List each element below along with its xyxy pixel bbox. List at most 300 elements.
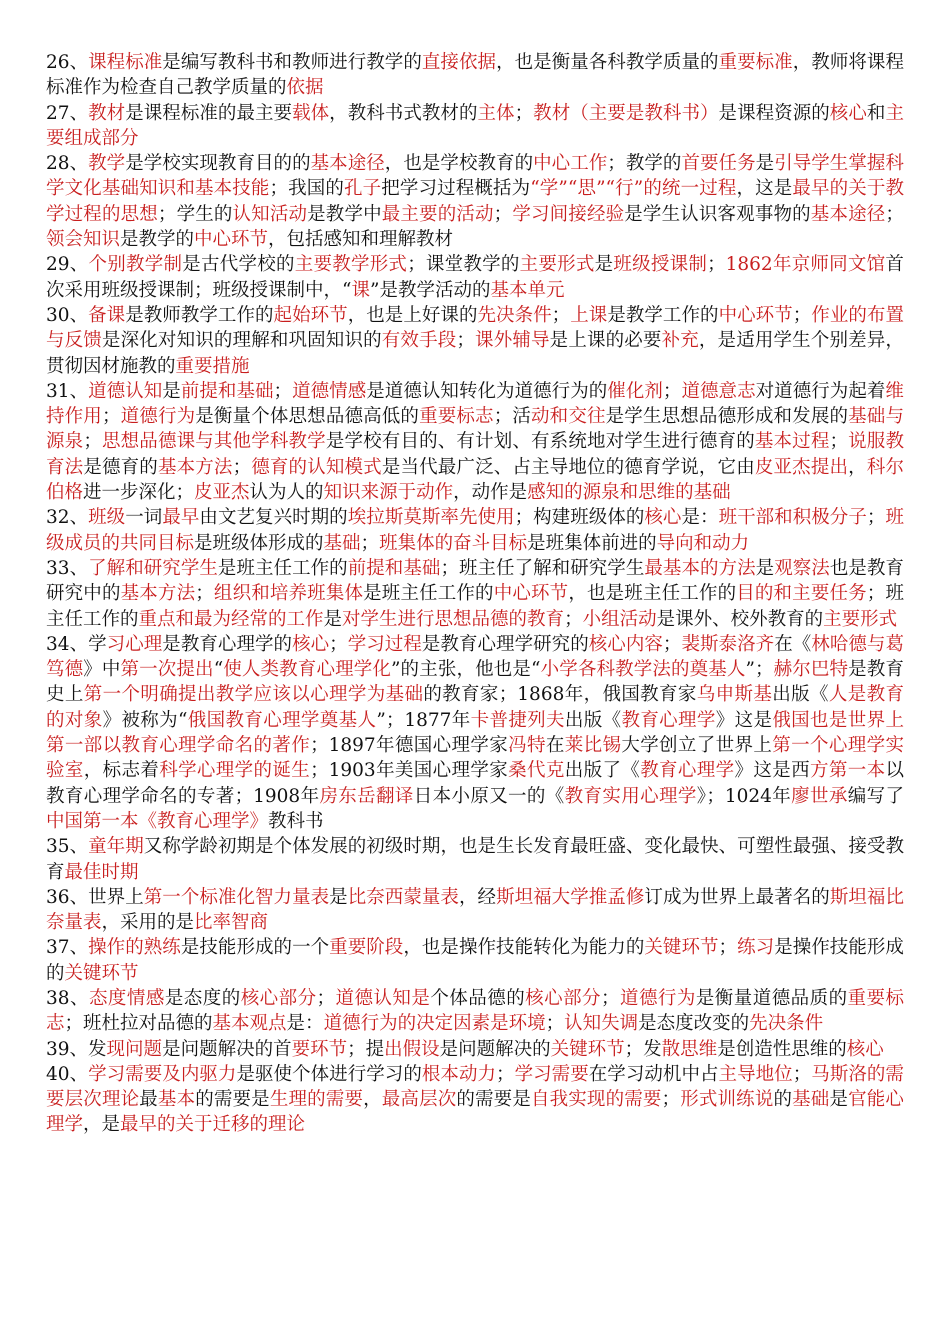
- highlight-text: 态度情感: [88, 987, 165, 1009]
- highlight-text: 中心环节: [194, 229, 269, 251]
- highlight-text: 思想品德课与其他学科教学: [101, 431, 326, 453]
- body-text: 26、: [46, 52, 89, 73]
- body-text: ；: [514, 102, 534, 124]
- highlight-text: 莱比锡: [564, 735, 622, 757]
- highlight-text: 自我实现的需要: [530, 1089, 662, 1111]
- body-text: 是: [594, 254, 614, 276]
- highlight-text: 官能心理学: [46, 1089, 904, 1136]
- highlight-text: 对学生进行思想品德的教育: [342, 608, 565, 630]
- highlight-text: 道德行为的决定因素是环境: [323, 1013, 546, 1035]
- highlight-text: 使人类教育心理学化: [223, 659, 391, 681]
- highlight-text: 班级: [88, 507, 126, 529]
- body-text: 进一步深化；: [83, 482, 195, 504]
- highlight-text: 孔子: [343, 178, 382, 200]
- body-text: ；: [601, 987, 620, 1009]
- body-text: 是教育史上: [46, 659, 904, 706]
- body-text: 把学习过程概括为: [381, 178, 531, 200]
- body-text: ；班主任工作的: [46, 583, 904, 630]
- highlight-text: 组织和培养班集体: [213, 583, 364, 605]
- highlight-text: 人是教育的对象: [46, 684, 904, 731]
- highlight-text: 道德认知: [88, 380, 163, 402]
- body-text: 36、世界上: [46, 886, 144, 908]
- body-text: 》这是西: [734, 760, 810, 782]
- highlight-text: 基本途径: [310, 153, 385, 175]
- highlight-text: 补充: [661, 330, 699, 352]
- highlight-text: 练习: [737, 937, 775, 959]
- body-text: 出版《: [772, 684, 829, 706]
- highlight-text: 根本动力: [421, 1063, 497, 1085]
- highlight-text: 道德行为: [619, 987, 696, 1009]
- highlight-text: 教育心理学: [621, 709, 716, 731]
- highlight-text: 学习需要及内驱力: [88, 1063, 237, 1085]
- body-text: ；构建班级体的: [514, 507, 645, 529]
- item-38: [46, 986, 904, 1037]
- highlight-text: 现问题: [106, 1038, 163, 1060]
- body-text: 一词: [125, 507, 163, 529]
- body-text: 33、: [46, 557, 89, 579]
- body-text: 是教学的: [120, 229, 195, 251]
- body-text: 是教学中: [307, 203, 382, 225]
- item-30: [46, 303, 904, 379]
- body-text: ；: [195, 583, 214, 605]
- body-text: ，采用的是: [101, 912, 195, 934]
- highlight-text: 领会知识: [46, 229, 121, 251]
- highlight-text: 1862年京师同文馆: [725, 254, 886, 276]
- body-text: 》；1024年: [696, 785, 792, 807]
- body-text: 38、: [46, 987, 89, 1009]
- highlight-text: 前提和基础: [180, 380, 274, 402]
- body-text: 是: [755, 557, 775, 579]
- body-text: 是: [829, 1089, 849, 1111]
- body-text: ；: [885, 203, 904, 225]
- highlight-text: 主体: [477, 102, 515, 124]
- body-text: ；: [545, 1013, 565, 1035]
- highlight-text: 关键环节: [64, 962, 139, 984]
- body-text: 是：: [681, 507, 719, 529]
- body-text: 是班级体形成的: [194, 532, 324, 554]
- highlight-text: 科尔伯格: [46, 456, 904, 504]
- body-text: 是班集体前进的: [527, 532, 657, 554]
- body-text: ，标志着: [83, 760, 160, 782]
- item-27: [46, 101, 904, 152]
- body-text: 》中: [83, 659, 121, 681]
- body-text: ；班杜拉对品德的: [64, 1013, 213, 1035]
- body-text: 是操作技能形成的: [46, 937, 904, 984]
- body-text: 学: [88, 633, 107, 655]
- highlight-text: 基本过程: [754, 431, 830, 453]
- body-text: ；: [564, 608, 583, 630]
- highlight-text: 第一个标准化智力量表: [143, 886, 330, 908]
- highlight-text: 最高层次: [381, 1089, 457, 1111]
- item-34: [46, 632, 904, 834]
- body-text: 由文艺复兴时期的: [199, 507, 348, 529]
- body-text: ，动作是: [453, 482, 528, 504]
- body-text: 以教育心理学命名的专著；1908年: [46, 760, 904, 807]
- highlight-text: 小组活动: [582, 608, 657, 630]
- item-26: [46, 50, 904, 101]
- highlight-text: 最基本的方法: [644, 557, 756, 579]
- body-text: 是课程资源的: [718, 102, 830, 124]
- body-text: 是: [755, 153, 775, 175]
- highlight-text: 核心: [846, 1038, 884, 1060]
- body-text: ”是教学活动的: [369, 279, 491, 301]
- highlight-text: 斯坦福大学推孟修: [496, 886, 645, 908]
- highlight-text: 目的和主要任务: [736, 583, 867, 605]
- highlight-text: 课外辅导: [474, 330, 550, 352]
- highlight-text: 直接依据: [421, 52, 497, 73]
- highlight-text: 备课: [88, 304, 126, 326]
- highlight-text: 主导地位: [718, 1063, 793, 1085]
- highlight-text: 观察法: [774, 557, 830, 579]
- highlight-text: 中国第一本《教育心理学》: [46, 810, 269, 832]
- highlight-text: 林哈德与葛笃德: [46, 633, 904, 681]
- highlight-text: 科学心理学的诞生: [159, 760, 311, 782]
- highlight-text: 教学: [88, 153, 126, 175]
- body-text: ，教科书式教材的: [329, 102, 478, 124]
- highlight-text: 课: [351, 279, 370, 301]
- body-text: 29、: [46, 254, 89, 276]
- highlight-text: 重要标志: [419, 406, 494, 428]
- highlight-text: 第一个明确提出教学应该以心理学为基础: [83, 684, 424, 706]
- body-text: ”；1877年: [376, 709, 471, 731]
- highlight-text: 载体: [292, 102, 330, 124]
- body-text: 是当代最广泛、占主导地位的德育学说，它由: [381, 456, 755, 478]
- body-text: 是态度的: [164, 987, 241, 1009]
- highlight-text: 裴斯泰洛齐: [681, 633, 775, 655]
- body-text: ，是适用学生个别差异，贯彻因材施教的: [46, 330, 904, 377]
- body-text: 是教育心理学研究的: [421, 633, 589, 655]
- body-text: 39、发: [46, 1038, 107, 1060]
- body-text: 在: [545, 735, 565, 757]
- body-text: ；: [829, 431, 848, 453]
- body-text: ；: [456, 330, 475, 352]
- body-text: 在学习动机中占: [588, 1063, 719, 1085]
- body-text: 是德育的: [83, 456, 158, 478]
- body-text: 是学生思想品德形成和发展的: [605, 406, 849, 428]
- item-28: [46, 151, 904, 252]
- highlight-text: 乌申斯基: [696, 684, 773, 706]
- body-text: 35、: [46, 836, 89, 858]
- highlight-text: 个别教学制: [88, 254, 183, 276]
- highlight-text: 冯特: [508, 735, 546, 757]
- body-text: ，也是衡量各科教学质量的: [496, 52, 719, 73]
- body-text: ，也是学校教育的: [384, 153, 534, 175]
- body-text: ；: [866, 507, 886, 529]
- body-text: ；1897年德国心理学家: [310, 735, 509, 757]
- body-text: ；: [360, 532, 380, 554]
- body-text: 教科书: [268, 810, 324, 832]
- highlight-text: 班级授课制: [613, 254, 708, 276]
- highlight-text: 学习过程: [347, 633, 422, 655]
- body-text: ；: [551, 304, 571, 326]
- body-text: 是学校有目的、有计划、有系统地对学生进行德育的: [325, 431, 755, 453]
- body-text: 的需要是: [195, 1089, 270, 1111]
- highlight-text: 有效手段: [381, 330, 457, 352]
- highlight-text: 比奈西蒙量表: [347, 886, 459, 908]
- body-text: “: [213, 659, 224, 681]
- highlight-text: 房东岳翻译: [319, 785, 414, 807]
- body-text: 也是教育研究中的: [46, 557, 904, 605]
- highlight-text: 第一次提出: [120, 659, 214, 681]
- body-text: ，也是上好课的: [347, 304, 478, 326]
- highlight-text: 基础与源泉: [46, 406, 904, 453]
- highlight-text: 最早的关于教学过程的思想: [46, 178, 904, 225]
- highlight-text: 重点和最为经常的工作: [138, 608, 324, 630]
- highlight-text: 学习间接经验: [512, 203, 625, 225]
- body-text: 是衡量道德品质的: [695, 987, 848, 1009]
- highlight-text: 皮亚杰: [194, 482, 250, 504]
- highlight-text: 主要形式: [823, 608, 898, 630]
- highlight-text: 感知的源泉和思维的基础: [527, 482, 731, 504]
- body-text: 是创造性思维的: [717, 1038, 847, 1060]
- body-text: 编写了: [847, 785, 904, 807]
- body-text: 是班主任工作的: [363, 583, 494, 605]
- body-text: 是问题解决的首: [162, 1038, 292, 1060]
- highlight-text: 关键环节: [550, 1038, 625, 1060]
- highlight-text: 廖世承: [791, 785, 848, 807]
- highlight-text: 重要标志: [46, 987, 904, 1035]
- highlight-text: 基本单元: [490, 279, 565, 301]
- item-40: [46, 1062, 904, 1138]
- body-text: ；: [232, 456, 252, 478]
- highlight-text: 散思维: [661, 1038, 718, 1060]
- body-text: ；班主任了解和研究学生: [440, 557, 645, 579]
- highlight-text: 俄国也是世界上第一部以教育心理学命名的著作: [46, 709, 904, 757]
- body-text: 是教学工作的: [607, 304, 719, 326]
- body-text: 对道德行为起着: [755, 380, 886, 402]
- body-text: ；: [329, 633, 348, 655]
- body-text: ；我国的: [269, 178, 344, 200]
- body-text: 日本小原又一的《: [413, 785, 565, 807]
- item-39: [46, 1037, 904, 1062]
- highlight-text: 中心环节: [718, 304, 793, 326]
- item-35: [46, 834, 904, 885]
- body-text: ；: [101, 406, 121, 428]
- highlight-text: 生理的需要: [269, 1089, 364, 1111]
- body-text: 是课程标准的最主要: [125, 102, 293, 124]
- body-text: 是态度改变的: [638, 1013, 750, 1035]
- highlight-text: 道德行为: [120, 406, 196, 428]
- body-text: 32、: [46, 507, 89, 529]
- body-text: ；提: [347, 1038, 385, 1060]
- highlight-text: 比率智商: [194, 912, 269, 934]
- highlight-text: 前提和基础: [347, 557, 441, 579]
- highlight-text: 第一个心理学实验室: [46, 735, 904, 782]
- highlight-text: 埃拉斯莫斯率先使用: [347, 507, 515, 529]
- body-text: 是教师教学工作的: [125, 304, 274, 326]
- highlight-text: 中心工作: [533, 153, 608, 175]
- highlight-text: 俄国教育心理学奠基人: [187, 709, 377, 731]
- body-text: 28、: [46, 153, 89, 175]
- body-text: ，也是班主任工作的: [568, 583, 737, 605]
- body-text: 的教育家；1868年，俄国教育家: [423, 684, 697, 706]
- highlight-text: 最早的关于迁移的理论: [120, 1114, 306, 1136]
- body-text: 是上课的必要: [549, 330, 662, 352]
- body-text: 大学创立了世界上: [621, 735, 773, 757]
- body-text: 27、: [46, 102, 89, 124]
- body-text: 认为人的: [249, 482, 324, 504]
- highlight-text: 习心理: [106, 633, 163, 655]
- highlight-text: 动和交往: [531, 406, 606, 428]
- body-text: 是道德认知转化为道德行为的: [366, 380, 608, 402]
- body-text: ，这是: [736, 178, 793, 200]
- body-text: 订成为世界上最著名的: [644, 886, 830, 908]
- body-text: 是问题解决的: [439, 1038, 551, 1060]
- body-text: ；: [83, 431, 102, 453]
- highlight-text: 基本: [157, 1089, 196, 1111]
- body-text: ，也是操作技能转化为能力的: [403, 937, 645, 959]
- body-text: 和: [866, 102, 886, 124]
- body-text: ，包括感知和理解教材: [268, 229, 454, 251]
- highlight-text: 说服教育法: [46, 431, 904, 478]
- body-text: 34、: [46, 633, 89, 655]
- body-text: 是驱使个体进行学习的: [236, 1063, 422, 1085]
- body-text: ；课堂教学的: [407, 254, 520, 276]
- highlight-text: 维持作用: [46, 380, 904, 428]
- highlight-text: 马斯洛的需要层次理论: [46, 1063, 904, 1111]
- body-text: ，: [363, 1089, 382, 1111]
- highlight-text: 赫尔巴特: [773, 659, 849, 681]
- highlight-text: 教材（主要是教科书）: [533, 102, 719, 124]
- highlight-text: 核心部分: [240, 987, 317, 1009]
- body-text: ；: [493, 203, 513, 225]
- body-text: 出版《: [564, 709, 622, 731]
- body-text: ；: [316, 987, 336, 1009]
- highlight-text: 道德意志: [681, 380, 756, 402]
- highlight-text: 操作的熟练: [88, 937, 181, 959]
- highlight-text: 最佳时期: [64, 861, 139, 883]
- body-text: 是技能形成的一个: [180, 937, 330, 959]
- body-text: 是学生认识客观事物的: [624, 203, 811, 225]
- highlight-text: 基本观点: [212, 1013, 287, 1035]
- body-text: ；教学的: [607, 153, 682, 175]
- highlight-text: 先决条件: [749, 1013, 824, 1035]
- highlight-text: 起始环节: [273, 304, 348, 326]
- highlight-text: 小学各科教学法的奠基人: [540, 659, 746, 681]
- highlight-text: 上课: [570, 304, 608, 326]
- body-text: ”；: [745, 659, 774, 681]
- highlight-text: 桑代克: [508, 760, 565, 782]
- body-text: 是编写教科书和教师进行教学的: [162, 52, 422, 73]
- body-text: 是班主任工作的: [217, 557, 348, 579]
- body-text: ；: [661, 1089, 681, 1111]
- highlight-text: 德育的认知模式: [251, 456, 382, 478]
- body-text: 31、: [46, 380, 89, 402]
- body-text: ；: [792, 1063, 812, 1085]
- body-text: 是课外、校外教育的: [656, 608, 824, 630]
- highlight-text: 班集体的奋斗目标: [379, 532, 528, 554]
- body-text: 》这是: [715, 709, 773, 731]
- highlight-text: 班级成员的共同目标: [46, 507, 904, 554]
- body-text: 是: [323, 608, 343, 630]
- highlight-text: 作业的布置与反馈: [46, 304, 904, 352]
- body-text: 出版了《: [564, 760, 641, 782]
- highlight-text: 首要任务: [681, 153, 756, 175]
- body-text: ；: [718, 937, 738, 959]
- highlight-text: 关键环节: [644, 937, 719, 959]
- highlight-text: 核心: [292, 633, 330, 655]
- body-text: 首次采用班级授课制；班级授课制中，“: [46, 254, 904, 301]
- body-text: 最: [139, 1089, 158, 1111]
- highlight-text: “学”“思”“行”的统一过程: [530, 178, 737, 200]
- highlight-text: 基础: [792, 1089, 830, 1111]
- item-37: [46, 935, 904, 986]
- item-36: [46, 885, 904, 936]
- highlight-text: 中心环节: [493, 583, 569, 605]
- highlight-text: 基本方法: [120, 583, 196, 605]
- body-text: ，教师将课程标准作为检查自己教学质量的: [46, 52, 904, 99]
- highlight-text: 依据: [286, 77, 324, 99]
- highlight-text: 重要阶段: [329, 937, 404, 959]
- highlight-text: 道德情感: [292, 380, 367, 402]
- highlight-text: 先决条件: [477, 304, 552, 326]
- body-text: ；: [273, 380, 293, 402]
- body-text: ；: [662, 633, 682, 655]
- highlight-text: 核心: [829, 102, 867, 124]
- highlight-text: 学习需要: [514, 1063, 589, 1085]
- highlight-text: 核心内容: [588, 633, 663, 655]
- body-text: 是深化对知识的理解和巩固知识的: [101, 330, 382, 352]
- highlight-text: 最主要的活动: [381, 203, 494, 225]
- highlight-text: 基本方法: [157, 456, 233, 478]
- highlight-text: 道德认知是: [335, 987, 431, 1009]
- highlight-text: 核心: [644, 507, 682, 529]
- body-text: 的需要是: [456, 1089, 531, 1111]
- body-text: 个体品德的: [430, 987, 526, 1009]
- highlight-text: 了解和研究学生: [88, 557, 218, 579]
- highlight-text: 基本途径: [810, 203, 886, 225]
- highlight-text: 重要措施: [175, 355, 250, 377]
- highlight-text: 教育实用心理学: [564, 785, 697, 807]
- body-text: 又称学龄初期是个体发展的初级时期，也是生长发育最旺盛、变化最快、可塑性最强、接受教育: [46, 836, 904, 883]
- item-33: [46, 556, 904, 632]
- item-31: [46, 379, 904, 505]
- body-text: 40、: [46, 1063, 89, 1085]
- body-text: ，是: [83, 1114, 121, 1136]
- body-text: ，经: [458, 886, 497, 908]
- body-text: 是教育心理学的: [162, 633, 293, 655]
- body-text: ；学生的: [157, 203, 233, 225]
- body-text: ；发: [624, 1038, 662, 1060]
- body-text: 是衡量个体思想品德高低的: [195, 406, 420, 428]
- highlight-text: 重要标准: [718, 52, 793, 73]
- highlight-text: 出假设: [384, 1038, 440, 1060]
- highlight-text: 形式训练说: [680, 1089, 774, 1111]
- highlight-text: 教育心理学: [640, 760, 735, 782]
- body-text: 是古代学校的: [182, 254, 295, 276]
- highlight-text: 知识来源于动作: [323, 482, 454, 504]
- highlight-text: 主要教学形式: [294, 254, 408, 276]
- highlight-text: 主要形式: [519, 254, 595, 276]
- body-text: 》被称为“: [102, 709, 188, 731]
- highlight-text: 引导学生掌握科学文化基础知识和基本技能: [46, 153, 904, 200]
- body-text: 是：: [286, 1013, 324, 1035]
- highlight-text: 核心部分: [525, 987, 602, 1009]
- item-29: [46, 252, 904, 303]
- highlight-text: 催化剂: [607, 380, 663, 402]
- body-text: ；活: [493, 406, 532, 428]
- highlight-text: 导向和动力: [656, 532, 750, 554]
- highlight-text: 基础: [323, 532, 361, 554]
- body-text: ；1903年美国心理学家: [310, 760, 509, 782]
- highlight-text: 童年期: [88, 836, 144, 858]
- body-text: 是: [162, 380, 181, 402]
- item-32: [46, 505, 904, 556]
- highlight-text: 教材: [88, 102, 126, 124]
- highlight-text: 方第一本: [809, 760, 886, 782]
- highlight-text: 斯坦福比奈量表: [46, 886, 904, 934]
- body-text: 是: [329, 886, 348, 908]
